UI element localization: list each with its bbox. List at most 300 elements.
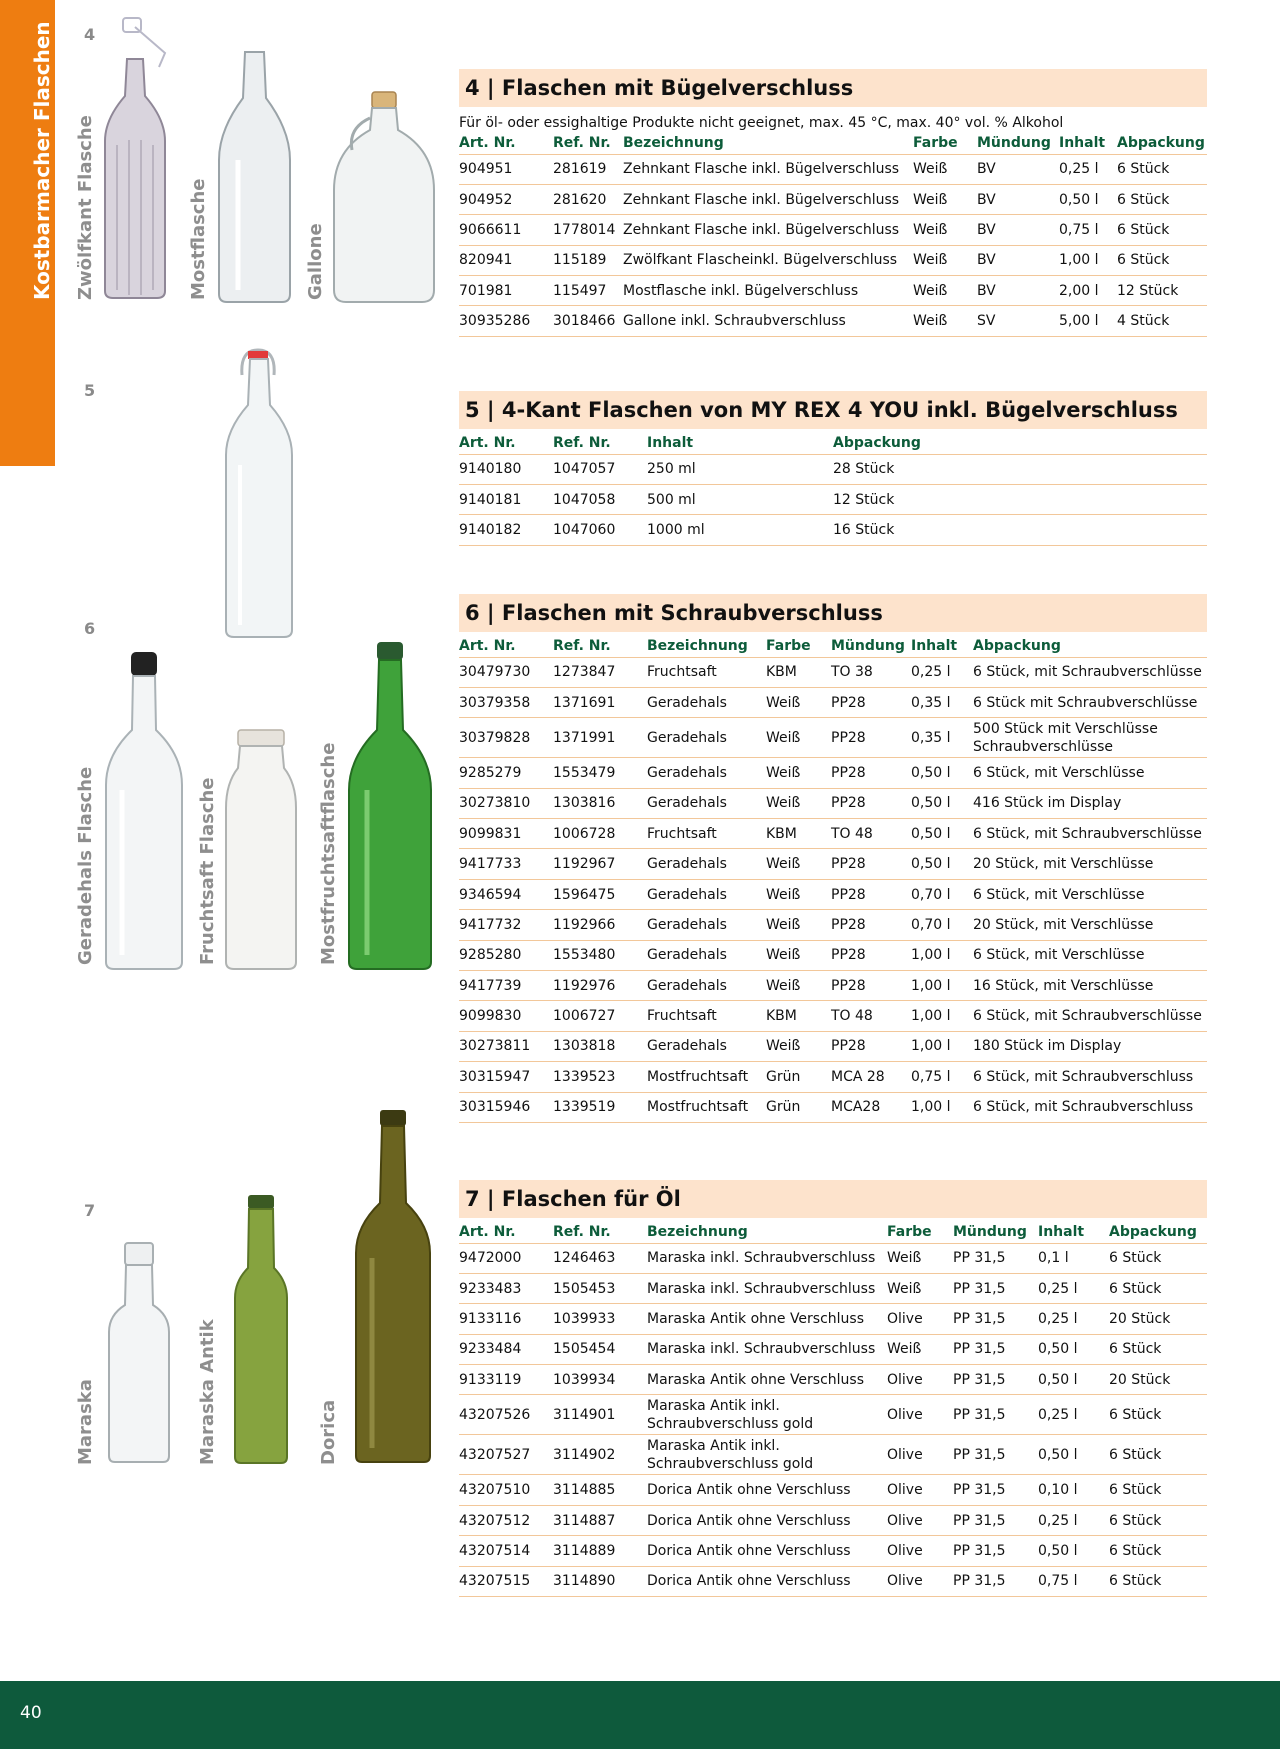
table-row <box>459 454 1207 484</box>
cell: 30935286 <box>459 306 553 336</box>
cell: 904951 <box>459 154 553 184</box>
cell: 6 Stück, mit Schraubverschlüsse <box>973 1001 1207 1031</box>
section-6-title: 6 | Flaschen mit Schraubverschluss <box>459 594 1207 632</box>
cell: 9099830 <box>459 1001 553 1031</box>
table-row <box>459 718 1207 758</box>
cell: 1553479 <box>553 758 647 788</box>
cell: 1,00 l <box>911 940 973 970</box>
cell: Zehnkant Flasche inkl. Bügelverschluss <box>623 154 913 184</box>
image-label-fruchtsaft: Fruchtsaft Flasche <box>197 777 218 965</box>
table-row <box>459 1334 1207 1364</box>
cell: 180 Stück im Display <box>973 1031 1207 1061</box>
image-label-maraska-antik: Maraska Antik <box>197 1319 218 1465</box>
cell: PP28 <box>831 971 911 1001</box>
cell: Mostflasche inkl. Bügelverschluss <box>623 276 913 306</box>
image-label-gallone: Gallone <box>305 223 326 300</box>
column-header: Ref. Nr. <box>553 1220 647 1243</box>
cell: 115497 <box>553 276 623 306</box>
cell: 1006728 <box>553 819 647 849</box>
cell: 1273847 <box>553 657 647 687</box>
table-row <box>459 971 1207 1001</box>
cell: 6 Stück <box>1109 1243 1207 1273</box>
cell: Olive <box>887 1536 953 1566</box>
cell: 1,00 l <box>911 1031 973 1061</box>
cell: Maraska inkl. Schraubverschluss <box>647 1243 887 1273</box>
cell: 6 Stück, mit Schraubverschluss <box>973 1092 1207 1122</box>
cell: TO 48 <box>831 819 911 849</box>
cell: Weiß <box>913 245 977 275</box>
cell: Weiß <box>766 879 831 909</box>
cell: PP28 <box>831 910 911 940</box>
cell: Geradehals <box>647 971 766 1001</box>
cell: 9099831 <box>459 819 553 849</box>
cell: PP28 <box>831 1031 911 1061</box>
cell: TO 48 <box>831 1001 911 1031</box>
section-7-table <box>459 1220 1207 1597</box>
cell: 6 Stück, mit Schraubverschlüsse <box>973 819 1207 849</box>
cell: 115189 <box>553 245 623 275</box>
cell: Dorica Antik ohne Verschluss <box>647 1475 887 1505</box>
column-header: Abpackung <box>973 634 1207 657</box>
cell: 820941 <box>459 245 553 275</box>
image-label-dorica: Dorica <box>318 1399 339 1465</box>
cell: Gallone inkl. Schraubverschluss <box>623 306 913 336</box>
cell: 416 Stück im Display <box>973 788 1207 818</box>
cell: 6 Stück <box>1117 154 1207 184</box>
image-label-zwoelfkant: Zwölfkant Flasche <box>75 115 96 300</box>
cell: Olive <box>887 1395 953 1435</box>
table-row <box>459 1304 1207 1334</box>
cell: 9346594 <box>459 879 553 909</box>
cell: Dorica Antik ohne Verschluss <box>647 1505 887 1535</box>
cell: Weiß <box>887 1273 953 1303</box>
table-row <box>459 910 1207 940</box>
cell: Geradehals <box>647 940 766 970</box>
cell: 9133119 <box>459 1365 553 1395</box>
table-row <box>459 758 1207 788</box>
cell: Weiß <box>887 1243 953 1273</box>
cell: 6 Stück, mit Schraubverschluss <box>973 1062 1207 1092</box>
cell: 6 Stück <box>1109 1273 1207 1303</box>
cell: Weiß <box>766 910 831 940</box>
table-row <box>459 849 1207 879</box>
section-7-title: 7 | Flaschen für Öl <box>459 1180 1207 1218</box>
cell: 1778014 <box>553 215 623 245</box>
cell: PP 31,5 <box>953 1243 1038 1273</box>
cell: 0,50 l <box>911 758 973 788</box>
table-row <box>459 1001 1207 1031</box>
cell: KBM <box>766 1001 831 1031</box>
cell: 9233484 <box>459 1334 553 1364</box>
cell: 20 Stück <box>1109 1304 1207 1334</box>
cell: 500 Stück mit Verschlüsse Schraubverschlüsse <box>973 718 1207 758</box>
table-header-row <box>459 431 1207 454</box>
cell: 281620 <box>553 184 623 214</box>
column-header: Art. Nr. <box>459 634 553 657</box>
table-header-row <box>459 634 1207 657</box>
cell: Maraska inkl. Schraubverschluss <box>647 1334 887 1364</box>
cell: 16 Stück, mit Verschlüsse <box>973 971 1207 1001</box>
cell: 28 Stück <box>833 454 1207 484</box>
cell: 6 Stück, mit Verschlüsse <box>973 758 1207 788</box>
table-header-row <box>459 131 1207 154</box>
cell: PP 31,5 <box>953 1334 1038 1364</box>
cell: 9417733 <box>459 849 553 879</box>
cell: Olive <box>887 1475 953 1505</box>
cell: PP 31,5 <box>953 1304 1038 1334</box>
table-row <box>459 1273 1207 1303</box>
section-number-7: 7 <box>84 1201 96 1220</box>
cell: Weiß <box>913 184 977 214</box>
cell: 0,50 l <box>1038 1536 1109 1566</box>
gallone-bottle-image <box>330 90 438 305</box>
section-4-note: Für öl- oder essighaltige Produkte nicht geeignet, max. 45 °C, max. 40° vol. % Alkohol <box>459 115 1064 131</box>
cell: 1006727 <box>553 1001 647 1031</box>
cell: 0,25 l <box>1038 1395 1109 1435</box>
cell: 9140182 <box>459 515 553 545</box>
side-tab-label: Kostbarmacher Flaschen <box>30 21 54 300</box>
cell: 43207526 <box>459 1395 553 1435</box>
cell: 1039933 <box>553 1304 647 1334</box>
cell: 1505453 <box>553 1273 647 1303</box>
table-row <box>459 1062 1207 1092</box>
cell: 43207512 <box>459 1505 553 1535</box>
cell: 1339519 <box>553 1092 647 1122</box>
page-number: 40 <box>20 1703 42 1723</box>
cell: 0,25 l <box>911 657 973 687</box>
cell: Weiß <box>766 1031 831 1061</box>
table-row <box>459 484 1207 514</box>
cell: PP 31,5 <box>953 1536 1038 1566</box>
cell: PP 31,5 <box>953 1505 1038 1535</box>
cell: Geradehals <box>647 718 766 758</box>
cell: 1,00 l <box>911 971 973 1001</box>
table-row <box>459 1566 1207 1596</box>
cell: Weiß <box>766 718 831 758</box>
table-row <box>459 215 1207 245</box>
cell: PP28 <box>831 849 911 879</box>
cell: Weiß <box>913 154 977 184</box>
cell: Grün <box>766 1092 831 1122</box>
cell: 6 Stück, mit Verschlüsse <box>973 940 1207 970</box>
cell: 1371991 <box>553 718 647 758</box>
vierkant-bottle-image <box>220 345 298 640</box>
cell: 0,50 l <box>1038 1334 1109 1364</box>
cell: 16 Stück <box>833 515 1207 545</box>
cell: Geradehals <box>647 910 766 940</box>
cell: 250 ml <box>647 454 833 484</box>
cell: BV <box>977 215 1059 245</box>
cell: 1047060 <box>553 515 647 545</box>
cell: 30379828 <box>459 718 553 758</box>
table-row <box>459 687 1207 717</box>
cell: 0,1 l <box>1038 1243 1109 1273</box>
column-header: Mündung <box>977 131 1059 154</box>
cell: 904952 <box>459 184 553 214</box>
column-header: Ref. Nr. <box>553 431 647 454</box>
dorica-bottle-image <box>352 1108 434 1465</box>
column-header: Art. Nr. <box>459 431 553 454</box>
cell: 9133116 <box>459 1304 553 1334</box>
cell: 0,50 l <box>1059 184 1117 214</box>
column-header: Mündung <box>953 1220 1038 1243</box>
section-6 <box>459 594 1207 1123</box>
cell: Olive <box>887 1365 953 1395</box>
cell: 6 Stück <box>1117 245 1207 275</box>
cell: 30479730 <box>459 657 553 687</box>
cell: 30315947 <box>459 1062 553 1092</box>
cell: PP 31,5 <box>953 1566 1038 1596</box>
cell: Geradehals <box>647 687 766 717</box>
cell: BV <box>977 184 1059 214</box>
cell: 43207514 <box>459 1536 553 1566</box>
cell: 9472000 <box>459 1243 553 1273</box>
cell: BV <box>977 245 1059 275</box>
column-header: Inhalt <box>911 634 973 657</box>
cell: PP28 <box>831 687 911 717</box>
cell: 1596475 <box>553 879 647 909</box>
cell: Weiß <box>766 849 831 879</box>
column-header: Mündung <box>831 634 911 657</box>
cell: Weiß <box>913 215 977 245</box>
cell: 0,70 l <box>911 910 973 940</box>
fruchtsaft-bottle-image <box>222 728 300 972</box>
image-label-mostfruchtsaft: Mostfruchtsaftflasche <box>318 742 339 965</box>
cell: 1505454 <box>553 1334 647 1364</box>
cell: Weiß <box>766 971 831 1001</box>
cell: Weiß <box>887 1334 953 1364</box>
cell: TO 38 <box>831 657 911 687</box>
section-6-table <box>459 634 1207 1123</box>
column-header: Abpackung <box>1109 1220 1207 1243</box>
cell: Maraska Antik ohne Verschluss <box>647 1365 887 1395</box>
column-header: Inhalt <box>647 431 833 454</box>
cell: Geradehals <box>647 879 766 909</box>
column-header: Ref. Nr. <box>553 131 623 154</box>
cell: Maraska Antik inkl. Schraubverschluss gold <box>647 1435 887 1475</box>
cell: KBM <box>766 819 831 849</box>
column-header: Farbe <box>913 131 977 154</box>
table-row <box>459 154 1207 184</box>
image-label-maraska: Maraska <box>75 1379 96 1465</box>
cell: 12 Stück <box>1117 276 1207 306</box>
table-header-row <box>459 1220 1207 1243</box>
column-header: Ref. Nr. <box>553 634 647 657</box>
cell: Zehnkant Flasche inkl. Bügelverschluss <box>623 184 913 214</box>
cell: 3018466 <box>553 306 623 336</box>
cell: PP28 <box>831 879 911 909</box>
cell: 9066611 <box>459 215 553 245</box>
cell: 9285280 <box>459 940 553 970</box>
cell: 0,35 l <box>911 718 973 758</box>
cell: PP28 <box>831 718 911 758</box>
cell: 1339523 <box>553 1062 647 1092</box>
column-header: Bezeichnung <box>623 131 913 154</box>
cell: KBM <box>766 657 831 687</box>
cell: Geradehals <box>647 1031 766 1061</box>
cell: 1,00 l <box>911 1001 973 1031</box>
cell: Mostfruchtsaft <box>647 1062 766 1092</box>
column-header: Abpackung <box>833 431 1207 454</box>
cell: 9285279 <box>459 758 553 788</box>
cell: Geradehals <box>647 758 766 788</box>
image-label-geradehals: Geradehals Flasche <box>75 766 96 965</box>
cell: 3114887 <box>553 1505 647 1535</box>
cell: 0,25 l <box>1038 1505 1109 1535</box>
cell: 9417739 <box>459 971 553 1001</box>
cell: 6 Stück <box>1117 215 1207 245</box>
cell: 1047058 <box>553 484 647 514</box>
cell: Olive <box>887 1435 953 1475</box>
section-5-title: 5 | 4-Kant Flaschen von MY REX 4 YOU inkl. Bügelverschluss <box>459 391 1207 429</box>
cell: 1,00 l <box>1059 245 1117 275</box>
cell: 30273811 <box>459 1031 553 1061</box>
cell: 0,25 l <box>1038 1304 1109 1334</box>
cell: 1303818 <box>553 1031 647 1061</box>
cell: 1047057 <box>553 454 647 484</box>
section-7 <box>459 1180 1207 1597</box>
table-row <box>459 1475 1207 1505</box>
cell: PP 31,5 <box>953 1273 1038 1303</box>
cell: 20 Stück <box>1109 1365 1207 1395</box>
cell: 0,25 l <box>1038 1273 1109 1303</box>
cell: 2,00 l <box>1059 276 1117 306</box>
table-row <box>459 1365 1207 1395</box>
table-row <box>459 276 1207 306</box>
cell: 0,50 l <box>1038 1435 1109 1475</box>
image-label-mostflasche: Mostflasche <box>188 178 209 300</box>
cell: 43207515 <box>459 1566 553 1596</box>
cell: Grün <box>766 1062 831 1092</box>
cell: 0,75 l <box>911 1062 973 1092</box>
cell: 30315946 <box>459 1092 553 1122</box>
section-number-5: 5 <box>84 381 96 400</box>
cell: 6 Stück <box>1117 184 1207 214</box>
cell: 6 Stück mit Schraubverschlüsse <box>973 687 1207 717</box>
cell: 701981 <box>459 276 553 306</box>
section-number-6: 6 <box>84 619 96 638</box>
cell: 30379358 <box>459 687 553 717</box>
cell: Weiß <box>766 758 831 788</box>
cell: Fruchtsaft <box>647 1001 766 1031</box>
cell: 0,10 l <box>1038 1475 1109 1505</box>
cell: Geradehals <box>647 849 766 879</box>
cell: Olive <box>887 1505 953 1535</box>
cell: Fruchtsaft <box>647 657 766 687</box>
cell: 1192976 <box>553 971 647 1001</box>
mostfruchtsaft-bottle-image <box>345 640 435 972</box>
cell: 43207527 <box>459 1435 553 1475</box>
cell: 3114902 <box>553 1435 647 1475</box>
cell: Geradehals <box>647 788 766 818</box>
column-header: Bezeichnung <box>647 1220 887 1243</box>
cell: 1371691 <box>553 687 647 717</box>
cell: 6 Stück, mit Verschlüsse <box>973 879 1207 909</box>
cell: Fruchtsaft <box>647 819 766 849</box>
table-row <box>459 940 1207 970</box>
cell: Weiß <box>766 940 831 970</box>
table-row <box>459 1536 1207 1566</box>
cell: Zehnkant Flasche inkl. Bügelverschluss <box>623 215 913 245</box>
section-5-table <box>459 431 1207 546</box>
cell: 5,00 l <box>1059 306 1117 336</box>
cell: PP28 <box>831 758 911 788</box>
cell: PP 31,5 <box>953 1435 1038 1475</box>
table-row <box>459 245 1207 275</box>
column-header: Farbe <box>766 634 831 657</box>
cell: SV <box>977 306 1059 336</box>
cell: Olive <box>887 1304 953 1334</box>
page-footer <box>0 1681 1280 1749</box>
table-row <box>459 1505 1207 1535</box>
cell: Maraska inkl. Schraubverschluss <box>647 1273 887 1303</box>
cell: 0,35 l <box>911 687 973 717</box>
cell: 0,50 l <box>1038 1365 1109 1395</box>
cell: 0,70 l <box>911 879 973 909</box>
cell: Mostfruchtsaft <box>647 1092 766 1122</box>
cell: 6 Stück <box>1109 1566 1207 1596</box>
cell: 20 Stück, mit Verschlüsse <box>973 910 1207 940</box>
cell: 0,50 l <box>911 819 973 849</box>
cell: 0,75 l <box>1038 1566 1109 1596</box>
cell: Olive <box>887 1566 953 1596</box>
cell: 6 Stück <box>1109 1505 1207 1535</box>
column-header: Art. Nr. <box>459 1220 553 1243</box>
cell: PP 31,5 <box>953 1395 1038 1435</box>
cell: 0,50 l <box>911 849 973 879</box>
cell: PP28 <box>831 940 911 970</box>
column-header: Abpackung <box>1117 131 1207 154</box>
cell: PP 31,5 <box>953 1365 1038 1395</box>
cell: 1303816 <box>553 788 647 818</box>
column-header: Inhalt <box>1059 131 1117 154</box>
mostflasche-bottle-image <box>212 50 297 305</box>
cell: Maraska Antik inkl. Schraubverschluss gold <box>647 1395 887 1435</box>
cell: MCA 28 <box>831 1062 911 1092</box>
section-5 <box>459 391 1207 546</box>
cell: BV <box>977 154 1059 184</box>
cell: Dorica Antik ohne Verschluss <box>647 1566 887 1596</box>
section-4-table <box>459 131 1207 337</box>
cell: 6 Stück, mit Schraubverschlüsse <box>973 657 1207 687</box>
table-row <box>459 1031 1207 1061</box>
table-row <box>459 184 1207 214</box>
table-row <box>459 306 1207 336</box>
cell: 6 Stück <box>1109 1536 1207 1566</box>
cell: PP 31,5 <box>953 1475 1038 1505</box>
cell: 9140180 <box>459 454 553 484</box>
table-row <box>459 1395 1207 1435</box>
cell: 3114885 <box>553 1475 647 1505</box>
cell: 1246463 <box>553 1243 647 1273</box>
cell: 6 Stück <box>1109 1395 1207 1435</box>
cell: 6 Stück <box>1109 1475 1207 1505</box>
section-4 <box>459 69 1207 337</box>
maraska-bottle-image <box>105 1240 173 1465</box>
cell: 0,50 l <box>911 788 973 818</box>
section-number-4: 4 <box>84 25 96 44</box>
cell: MCA28 <box>831 1092 911 1122</box>
cell: 1,00 l <box>911 1092 973 1122</box>
column-header: Art. Nr. <box>459 131 553 154</box>
section-4-title: 4 | Flaschen mit Bügelverschluss <box>459 69 1207 107</box>
zwoelfkant-bottle-image <box>95 15 175 300</box>
cell: 3114901 <box>553 1395 647 1435</box>
cell: 9233483 <box>459 1273 553 1303</box>
cell: BV <box>977 276 1059 306</box>
cell: 9417732 <box>459 910 553 940</box>
cell: 1192966 <box>553 910 647 940</box>
